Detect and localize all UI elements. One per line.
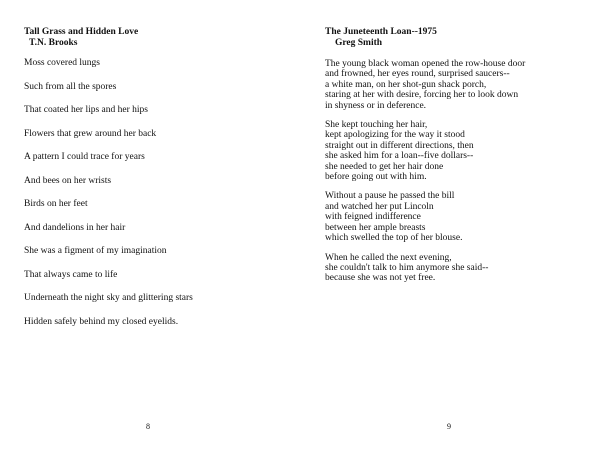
- poem-line: she needed to get her hair done: [325, 161, 444, 172]
- poem-line: Underneath the night sky and glittering stars: [24, 293, 193, 303]
- poem-line: When he called the next evening,: [325, 252, 452, 263]
- poem-line: she asked him for a loan--five dollars--: [325, 151, 474, 162]
- poem-author: T.N. Brooks: [29, 38, 78, 48]
- poem-line: A pattern I could trace for years: [24, 152, 145, 162]
- poem-line: Without a pause he passed the bill: [325, 191, 455, 202]
- poem-line: That always came to life: [24, 269, 118, 280]
- poem-line: The young black woman opened the row-house door: [325, 59, 526, 69]
- poem-line: she couldn't talk to him anymore she said--: [325, 262, 489, 273]
- poem-line: kept apologizing for the way it stood: [325, 130, 465, 141]
- page-number: 8: [146, 422, 150, 431]
- poem-body: [24, 58, 193, 340]
- poem-line: Birds on her feet: [24, 199, 88, 209]
- poem-line: a white man, on her shot-gun shack porch,: [325, 79, 487, 90]
- poem-line: And bees on her wrists: [24, 175, 112, 186]
- poem-body: [325, 59, 595, 293]
- poem-line: and watched her put Lincoln: [325, 201, 434, 212]
- poem-line: straight out in different directions, then: [325, 140, 474, 151]
- poem-line: which swelled the top of her blouse.: [325, 233, 463, 244]
- poem-line: in shyness or in deference.: [325, 100, 427, 111]
- poem-line: Such from all the spores: [24, 81, 117, 92]
- poem-author: Greg Smith: [335, 38, 383, 48]
- poem-line: between her ample breasts: [325, 222, 426, 233]
- right-page: [300, 0, 600, 450]
- poem-line: That coated her lips and her hips: [24, 105, 148, 115]
- stanza: [325, 253, 595, 284]
- poem-line: Moss covered lungs: [24, 58, 100, 68]
- poem-line: because she was not yet free.: [325, 273, 436, 284]
- poem-line: And dandelions in her hair: [24, 222, 126, 233]
- poem-line: Hidden safely behind my closed eyelids.: [24, 316, 179, 327]
- page-number: 9: [447, 422, 451, 431]
- poem-line: staring at her with desire, forcing her to look down: [325, 90, 519, 101]
- poem-title: The Juneteenth Loan--1975: [325, 27, 437, 37]
- stanza: [325, 59, 595, 111]
- poem-line: and frowned, her eyes round, surprised saucers--: [325, 69, 510, 80]
- poem-line: She was a figment of my imagination: [24, 246, 167, 256]
- poem-line: before going out with him.: [325, 172, 427, 183]
- poem-title: Tall Grass and Hidden Love: [24, 27, 139, 37]
- stanza: [325, 191, 595, 243]
- poem-line: Flowers that grew around her back: [24, 128, 157, 139]
- poem-line: with feigned indifference: [325, 212, 421, 223]
- poem-line: She kept touching her hair,: [325, 120, 428, 131]
- stanza: [325, 120, 595, 182]
